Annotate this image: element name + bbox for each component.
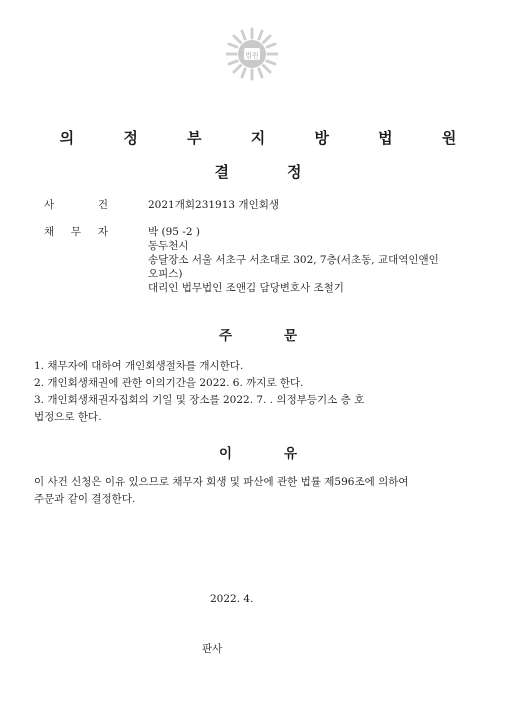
order-heading-char-1: 주: [218, 328, 232, 344]
debtor-label-char-3: 자: [97, 226, 108, 238]
court-emblem-icon: [224, 26, 280, 82]
reason-heading-char-1: 이: [218, 446, 232, 462]
case-label: [44, 197, 108, 212]
order-item-1: 1. 채무자에 대하여 개인회생절차를 개시한다.: [34, 360, 244, 372]
order-item-2: 2. 개인회생채권에 관한 이의기간을 2022. 6. 까지로 한다.: [34, 377, 304, 389]
debtor-address: 동두천시: [148, 240, 189, 252]
case-label-char-1: 사: [44, 199, 55, 211]
svg-text:법원: 법원: [245, 51, 259, 60]
document-type-right: 정: [287, 163, 302, 181]
case-number: 2021개회231913 개인회생: [148, 199, 279, 211]
reason-heading: [0, 442, 516, 462]
debtor-name: 박 (95 -2 ): [148, 226, 200, 238]
reason-text-line-1: 이 사건 신청은 이유 있으므로 채무자 회생 및 파산에 관한 법률 제596조에 의하여: [34, 476, 409, 488]
service-address-line-2: 오피스): [148, 268, 183, 280]
debtor-label-char-2: 무: [70, 226, 82, 238]
judge-label: 판사: [202, 643, 223, 655]
debtor-label-char-1: 채: [44, 226, 55, 238]
order-heading-char-2: 문: [284, 328, 298, 344]
order-item-3: 3. 개인회생채권자집회의 기일 및 장소를 2022. 7. . 의정부등기소 층 호: [34, 394, 365, 406]
reason-heading-char-2: 유: [284, 446, 298, 462]
service-address-line-1: 송달장소 서울 서초구 서초대로 302, 7층(서초동, 교대역인앤인: [148, 254, 439, 266]
order-heading: [0, 324, 516, 344]
court-name: 의 정 부 지 방 법 원: [59, 129, 479, 147]
debtor-label: [44, 224, 108, 239]
order-item-3-continued: 법정으로 한다.: [34, 411, 102, 423]
case-label-char-2: 건: [97, 199, 108, 211]
reason-text-line-2: 주문과 같이 결정한다.: [34, 493, 136, 505]
court-emblem: [224, 26, 280, 82]
decision-date: 2022. 4.: [210, 593, 254, 605]
document-type-heading: [0, 161, 516, 182]
debtor-agent: 대리인 법무법인 조앤김 담당변호사 조철기: [148, 282, 344, 294]
document-type-left: 결: [214, 163, 229, 181]
